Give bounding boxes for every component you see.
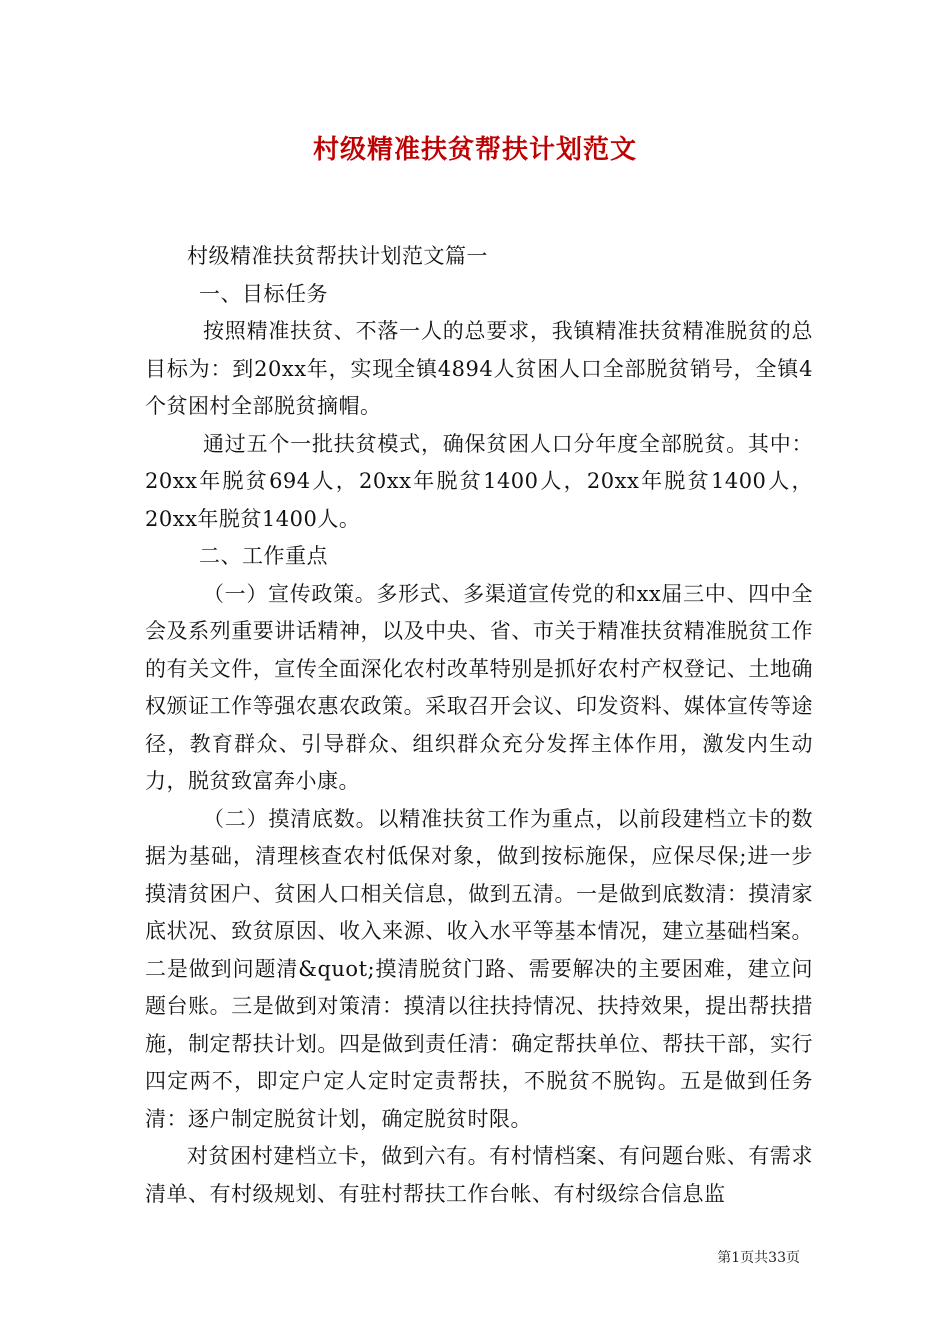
document-body [145, 238, 813, 1213]
paragraph-goal-overview: 按照精准扶贫、不落一人的总要求，我镇精准扶贫精准脱贫的总目标为：到20xx年，实现全镇4894人贫困人口全部脱贫销号，全镇4个贫困村全部脱贫摘帽。 [145, 319, 813, 418]
heading-key-work: 二、工作重点 [199, 544, 328, 568]
document-title: 村级精准扶贫帮扶计划范文 [312, 135, 637, 165]
paragraph-policy-promotion: （一）宣传政策。多形式、多渠道宣传党的和xx届三中、四中全会及系列重要讲话精神，以及中央、省、市关于精准扶贫精准脱贫工作的有关文件，宣传全面深化农村改革特别是抓好农村产权登记、土地确权颁证工作等强农惠农政策。采取召开会议、印发资料、媒体宣传等途径，教育群众、引导群众、组织群众充分发挥主体作用，激发内生动力，脱贫致富奔小康。 [145, 581, 813, 793]
paragraph-annual-targets: 通过五个一批扶贫模式，确保贫困人口分年度全部脱贫。其中：20xx年脱贫694人，20xx年脱贫1400人，20xx年脱贫1400人，20xx年脱贫1400人。 [145, 431, 813, 531]
heading-goals: 一、目标任务 [199, 281, 328, 306]
paragraph-village-records: 对贫困村建档立卡，做到六有。有村情档案、有问题台账、有需求清单、有村级规划、有驻村帮扶工作台帐、有村级综合信息监 [145, 1144, 813, 1206]
paragraph-baseline-survey: （二）摸清底数。以精准扶贫工作为重点，以前段建档立卡的数据为基础，清理核查农村低保对象，做到按标施保，应保尽保;进一步摸清贫困户、贫困人口相关信息，做到五清。一是做到底数清：摸清家底状况、致贫原因、收入来源、收入水平等基本情况，建立基础档案。二是做到问题清&quot;摸清脱贫门路、需要解决的主要困难，建立问题台账。三是做到对策清：摸清以往扶持情况、扶持效果，提出帮扶措施，制定帮扶计划。四是做到责任清：确定帮扶单位、帮扶干部，实行四定两不，即定户定人定时定责帮扶，不脱贫不脱钩。五是做到任务清：逐户制定脱贫计划，确定脱贫时限。 [145, 806, 813, 1131]
page-number: 第1页共33页 [717, 1250, 800, 1266]
section-heading-part-one: 村级精准扶贫帮扶计划范文篇一 [187, 244, 488, 268]
